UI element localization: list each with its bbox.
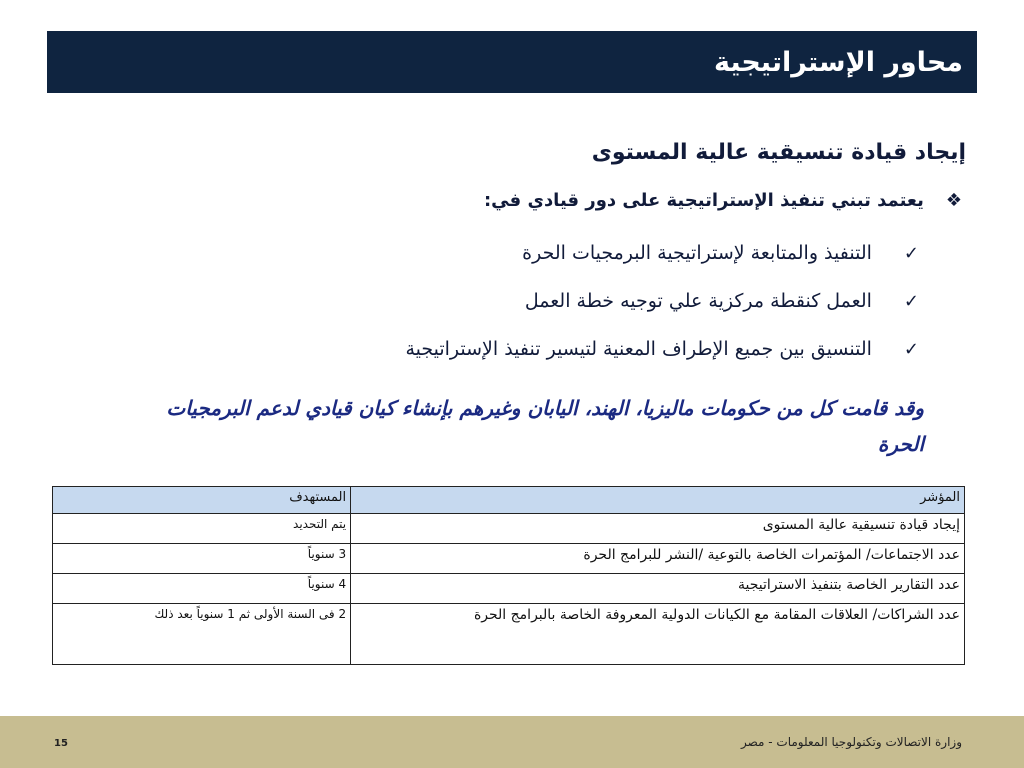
note-text: وقد قامت كل من حكومات ماليزيا، الهند، اليابان وغيرهم بإنشاء كيان قيادي لدعم البرمجيات الحرة <box>166 396 924 456</box>
checklist-item-text: العمل كنقطة مركزية علي توجيه خطة العمل <box>524 290 872 312</box>
checklist-item <box>522 242 919 264</box>
indicator-cell: عدد التقارير الخاصة بتنفيذ الاستراتيجية <box>351 574 965 604</box>
indicator-cell: عدد الاجتماعات/ المؤتمرات الخاصة بالتوعية /النشر للبرامج الحرة <box>351 544 965 574</box>
indicator-cell: إيجاد قيادة تنسيقية عالية المستوى <box>351 514 965 544</box>
target-cell: 4 سنوياً <box>53 574 351 604</box>
section-heading: إيجاد قيادة تنسيقية عالية المستوى <box>591 140 966 165</box>
checklist-item <box>525 290 919 312</box>
checkmark-icon: ✓ <box>903 338 919 360</box>
target-cell: 3 سنوياً <box>53 544 351 574</box>
checkmark-icon: ✓ <box>903 290 919 312</box>
main-bullet <box>484 190 962 211</box>
table-header-row <box>53 487 965 514</box>
target-cell: 2 فى السنة الأولى ثم 1 سنوياً بعد ذلك <box>53 604 351 665</box>
indicator-cell: عدد الشراكات/ العلاقات المقامة مع الكيانات الدولية المعروفة الخاصة بالبرامج الحرة <box>351 604 965 665</box>
table-row <box>53 604 965 665</box>
footer-ministry-label: وزارة الاتصالات وتكنولوجيا المعلومات - مصر <box>741 735 962 749</box>
indicators-table <box>52 486 965 665</box>
checklist-item-text: التنفيذ والمتابعة لإستراتيجية البرمجيات الحرة <box>522 242 872 264</box>
page-number: 15 <box>54 738 68 749</box>
checklist-item <box>405 338 919 360</box>
table-row <box>53 514 965 544</box>
checklist-item-text: التنسيق بين جميع الإطراف المعنية لتيسير تنفيذ الإستراتيجية <box>405 338 872 360</box>
diamond-bullet-icon: ❖ <box>945 190 962 211</box>
title-bar <box>47 31 977 93</box>
table-row <box>53 544 965 574</box>
column-header-indicator: المؤشر <box>351 487 965 514</box>
footer-bar <box>0 716 1024 768</box>
target-cell: يتم التحديد <box>53 514 351 544</box>
table-row <box>53 574 965 604</box>
main-bullet-text: يعتمد تبني تنفيذ الإستراتيجية على دور قيادي في: <box>483 190 924 211</box>
column-header-target: المستهدف <box>53 487 351 514</box>
checkmark-icon: ✓ <box>903 242 919 264</box>
slide-title: محاور الإستراتيجية <box>713 46 963 78</box>
